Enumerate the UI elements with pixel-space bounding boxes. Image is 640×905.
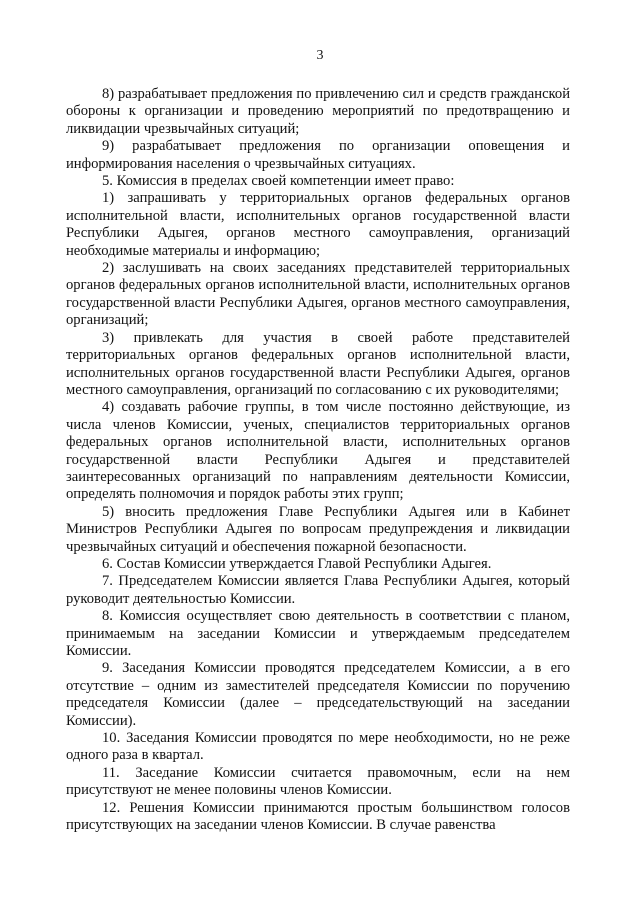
paragraph-right-1-request: 1) запрашивать у территориальных органов федеральных органов исполнительной власти, исполнительных органов государственной власти Республики Адыгея, органов местного самоуправления, организаций необходимые материалы и информацию; — [66, 190, 570, 259]
paragraph-item-8-civil-defense: 8) разрабатывает предложения по привлечению сил и средств гражданской обороны к организации и проведению мероприятий по предотвращению и ликвидации чрезвычайных ситуаций; — [66, 86, 570, 137]
paragraph-right-3-involve: 3) привлекать для участия в своей работе представителей территориальных органов федеральных органов исполнительной власти, исполнительных органов государственной власти Республики Адыгея, органов местного самоуправления, организаций по согласованию с их руководителями; — [66, 329, 570, 398]
paragraph-right-2-hear: 2) заслушивать на своих заседаниях представителей территориальных органов федеральных органов исполнительной власти, исполнительных органов государственной власти Республики Адыгея, органов местного самоуправления, организаций; — [66, 260, 570, 329]
paragraph-section-6-composition: 6. Состав Комиссии утверждается Главой Республики Адыгея. — [102, 555, 492, 572]
paragraph-section-10-frequency: 10. Заседания Комиссии проводятся по мере необходимости, но не реже одного раза в квартал. — [66, 730, 570, 764]
paragraph-item-9-notification: 9) разрабатывает предложения по организации оповещения и информирования населения о чрезвычайных ситуациях. — [66, 138, 570, 172]
page-number: 3 — [316, 48, 324, 63]
paragraph-section-12-decisions: 12. Решения Комиссии принимаются простым большинством голосов присутствующих на заседании членов Комиссии. В случае равенства — [66, 799, 570, 834]
paragraph-section-9-meetings: 9. Заседания Комиссии проводятся председателем Комиссии, а в его отсутствие – одним из заместителей председателя Комиссии по поручению председателя Комиссии (далее – председательствующий на заседании Комиссии). — [66, 660, 570, 729]
paragraph-right-4-working-groups: 4) создавать рабочие группы, в том числе постоянно действующие, из числа членов Комиссии, ученых, специалистов территориальных органов федеральных органов исполнительной власти, исполнительных органов государственной власти Республики Адыгея и представителей заинтересованных организаций по направлениям деятельности Комиссии, определять полномочия и порядок работы этих групп; — [66, 399, 570, 503]
paragraph-section-11-quorum: 11. Заседание Комиссии считается правомочным, если на нем присутствуют не менее половины членов Комиссии. — [66, 764, 570, 799]
paragraph-section-7-chairman: 7. Председателем Комиссии является Глава Республики Адыгея, который руководит деятельностью Комиссии. — [66, 573, 570, 607]
paragraph-section-8-plan: 8. Комиссия осуществляет свою деятельность в соответствии с планом, принимаемым на заседании Комиссии и утверждаемым председателем Комиссии. — [66, 608, 570, 659]
paragraph-section-5-rights: 5. Комиссия в пределах своей компетенции имеет право: — [102, 173, 455, 190]
paragraph-right-5-proposals: 5) вносить предложения Главе Республики Адыгея или в Кабинет Министров Республики Адыгея по вопросам предупреждения и ликвидации чрезвычайных ситуаций и обеспечения пожарной безопасности. — [66, 503, 570, 555]
document-body — [66, 86, 570, 834]
